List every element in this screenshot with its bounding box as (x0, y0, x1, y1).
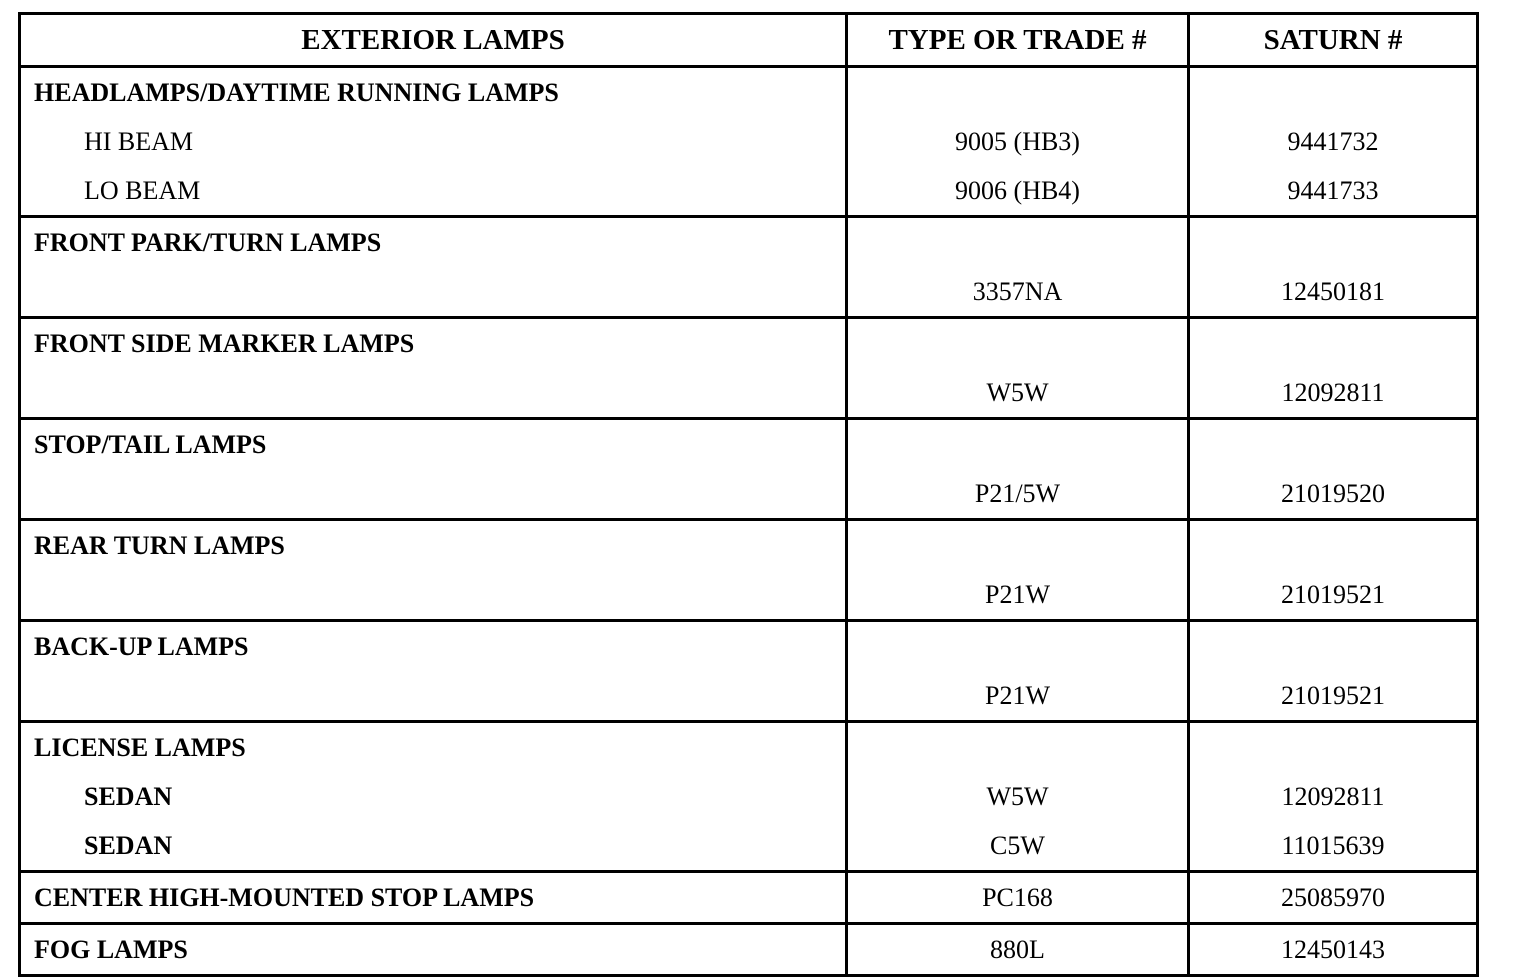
group-title-row (20, 318, 1478, 369)
lamp-group (20, 419, 1478, 520)
group-type-cell: 880L (847, 924, 1189, 976)
lamp-group (20, 872, 1478, 924)
item-saturn-number: 21019521 (1189, 671, 1478, 722)
group-type-cell (847, 621, 1189, 672)
group-saturn-cell (1189, 722, 1478, 773)
item-type: 3357NA (847, 267, 1189, 318)
group-title: LICENSE LAMPS (20, 722, 847, 773)
table-row (20, 368, 1478, 419)
group-title-row (20, 520, 1478, 571)
group-title: FOG LAMPS (20, 924, 847, 976)
item-type: W5W (847, 368, 1189, 419)
header-saturn-number: SATURN # (1189, 14, 1478, 67)
table-header (20, 14, 1478, 67)
table-row (20, 117, 1478, 166)
item-type: 9006 (HB4) (847, 166, 1189, 217)
item-type: W5W (847, 772, 1189, 821)
lamp-group (20, 318, 1478, 419)
header-exterior-lamps: EXTERIOR LAMPS (20, 14, 847, 67)
item-saturn-number: 11015639 (1189, 821, 1478, 872)
group-title: FRONT PARK/TURN LAMPS (20, 217, 847, 268)
item-label (20, 368, 847, 419)
item-type: P21W (847, 570, 1189, 621)
item-label: LO BEAM (20, 166, 847, 217)
item-saturn-number: 9441733 (1189, 166, 1478, 217)
item-saturn-number: 21019520 (1189, 469, 1478, 520)
item-label (20, 267, 847, 318)
group-saturn-cell: 12450143 (1189, 924, 1478, 976)
lamp-group (20, 621, 1478, 722)
group-title-row (20, 872, 1478, 924)
item-saturn-number: 12450181 (1189, 267, 1478, 318)
group-title-row (20, 621, 1478, 672)
lamp-group (20, 217, 1478, 318)
group-title-row (20, 419, 1478, 470)
item-label (20, 570, 847, 621)
lamp-group (20, 722, 1478, 872)
group-title-row (20, 67, 1478, 118)
group-title-row (20, 217, 1478, 268)
group-title: CENTER HIGH-MOUNTED STOP LAMPS (20, 872, 847, 924)
group-saturn-cell (1189, 520, 1478, 571)
group-title: HEADLAMPS/DAYTIME RUNNING LAMPS (20, 67, 847, 118)
group-saturn-cell (1189, 67, 1478, 118)
item-label (20, 671, 847, 722)
item-type: P21/5W (847, 469, 1189, 520)
group-type-cell: PC168 (847, 872, 1189, 924)
table-row (20, 772, 1478, 821)
exterior-lamps-table (18, 12, 1479, 977)
item-saturn-number: 12092811 (1189, 772, 1478, 821)
item-saturn-number: 21019521 (1189, 570, 1478, 621)
table-row (20, 671, 1478, 722)
item-type: C5W (847, 821, 1189, 872)
item-saturn-number: 9441732 (1189, 117, 1478, 166)
item-label: SEDAN (20, 821, 847, 872)
table-row (20, 821, 1478, 872)
group-title-row (20, 722, 1478, 773)
lamp-specification-sheet (18, 12, 1476, 977)
group-title: BACK-UP LAMPS (20, 621, 847, 672)
header-type-or-trade: TYPE OR TRADE # (847, 14, 1189, 67)
group-type-cell (847, 318, 1189, 369)
header-row (20, 14, 1478, 67)
group-saturn-cell: 25085970 (1189, 872, 1478, 924)
group-title: STOP/TAIL LAMPS (20, 419, 847, 470)
group-title: FRONT SIDE MARKER LAMPS (20, 318, 847, 369)
group-title: REAR TURN LAMPS (20, 520, 847, 571)
item-type: 9005 (HB3) (847, 117, 1189, 166)
group-saturn-cell (1189, 318, 1478, 369)
item-label: HI BEAM (20, 117, 847, 166)
lamp-group (20, 67, 1478, 217)
table-row (20, 166, 1478, 217)
item-label: SEDAN (20, 772, 847, 821)
group-type-cell (847, 419, 1189, 470)
item-saturn-number: 12092811 (1189, 368, 1478, 419)
group-saturn-cell (1189, 217, 1478, 268)
group-saturn-cell (1189, 419, 1478, 470)
item-label (20, 469, 847, 520)
table-row (20, 267, 1478, 318)
table-row (20, 570, 1478, 621)
item-type: P21W (847, 671, 1189, 722)
group-saturn-cell (1189, 621, 1478, 672)
group-type-cell (847, 217, 1189, 268)
lamp-group (20, 520, 1478, 621)
group-type-cell (847, 722, 1189, 773)
table-row (20, 469, 1478, 520)
group-type-cell (847, 520, 1189, 571)
group-type-cell (847, 67, 1189, 118)
